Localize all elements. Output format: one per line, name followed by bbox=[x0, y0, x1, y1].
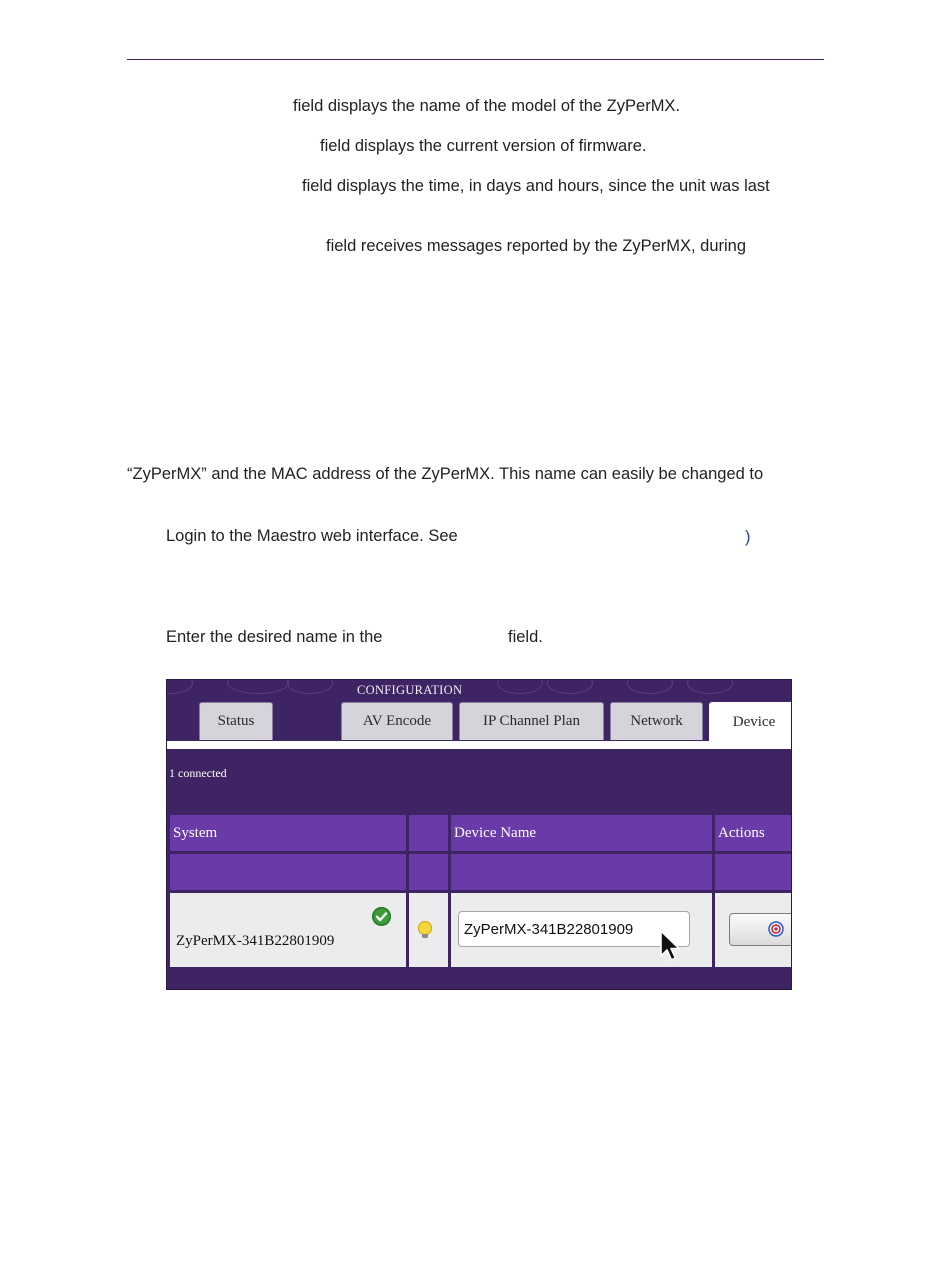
column-header-actions: Actions bbox=[715, 815, 791, 851]
tab-status[interactable]: Status bbox=[199, 702, 273, 740]
screenshot-footer-bar bbox=[167, 969, 791, 989]
mouse-cursor-icon bbox=[659, 929, 685, 965]
messages-field-description: field receives messages reported by the ZyPerMX, during bbox=[326, 237, 747, 255]
login-reference-link[interactable]: ) bbox=[745, 528, 751, 546]
identify-button[interactable] bbox=[729, 913, 792, 946]
filter-cell-indicator bbox=[409, 854, 448, 890]
table-row-system bbox=[170, 893, 406, 967]
tab-ip-channel-plan[interactable]: IP Channel Plan bbox=[459, 702, 604, 740]
system-name: ZyPerMX-341B22801909 bbox=[176, 933, 335, 949]
lightbulb-icon[interactable] bbox=[418, 921, 432, 935]
uptime-field-description: field displays the time, in days and hours, since the unit was last bbox=[302, 177, 770, 195]
configuration-header bbox=[167, 680, 791, 741]
model-field-description: field displays the name of the model of the ZyPerMX. bbox=[293, 97, 681, 115]
device-name-input[interactable] bbox=[458, 911, 690, 947]
column-header-indicator bbox=[409, 815, 448, 851]
connected-bar bbox=[170, 749, 791, 813]
firmware-field-description: field displays the current version of firmware. bbox=[320, 137, 647, 155]
filter-cell-system bbox=[170, 854, 406, 890]
default-name-description: “ZyPerMX” and the MAC address of the ZyPerMX. This name can easily be changed to bbox=[127, 465, 764, 483]
column-header-device-name: Device Name bbox=[451, 815, 712, 851]
table-row-device-name bbox=[451, 893, 712, 967]
tab-device[interactable]: Device bbox=[709, 702, 792, 742]
step-enter-name-suffix: field. bbox=[508, 628, 543, 646]
filter-cell-device-name bbox=[451, 854, 712, 890]
filter-cell-actions bbox=[715, 854, 791, 890]
column-header-system: System bbox=[170, 815, 406, 851]
check-circle-icon bbox=[372, 907, 391, 926]
step-login: Login to the Maestro web interface. See bbox=[166, 527, 458, 545]
maestro-device-screenshot bbox=[166, 679, 792, 990]
table-row-indicator[interactable] bbox=[409, 893, 448, 967]
connected-count: 1 connected bbox=[169, 766, 227, 780]
configuration-title: CONFIGURATION bbox=[357, 683, 463, 697]
target-icon bbox=[768, 921, 784, 937]
tab-av-encode[interactable]: AV Encode bbox=[341, 702, 453, 740]
step-enter-name: Enter the desired name in the bbox=[166, 628, 383, 646]
tab-network[interactable]: Network bbox=[610, 702, 703, 740]
table-row-actions bbox=[715, 893, 791, 967]
header-rule bbox=[127, 59, 824, 60]
